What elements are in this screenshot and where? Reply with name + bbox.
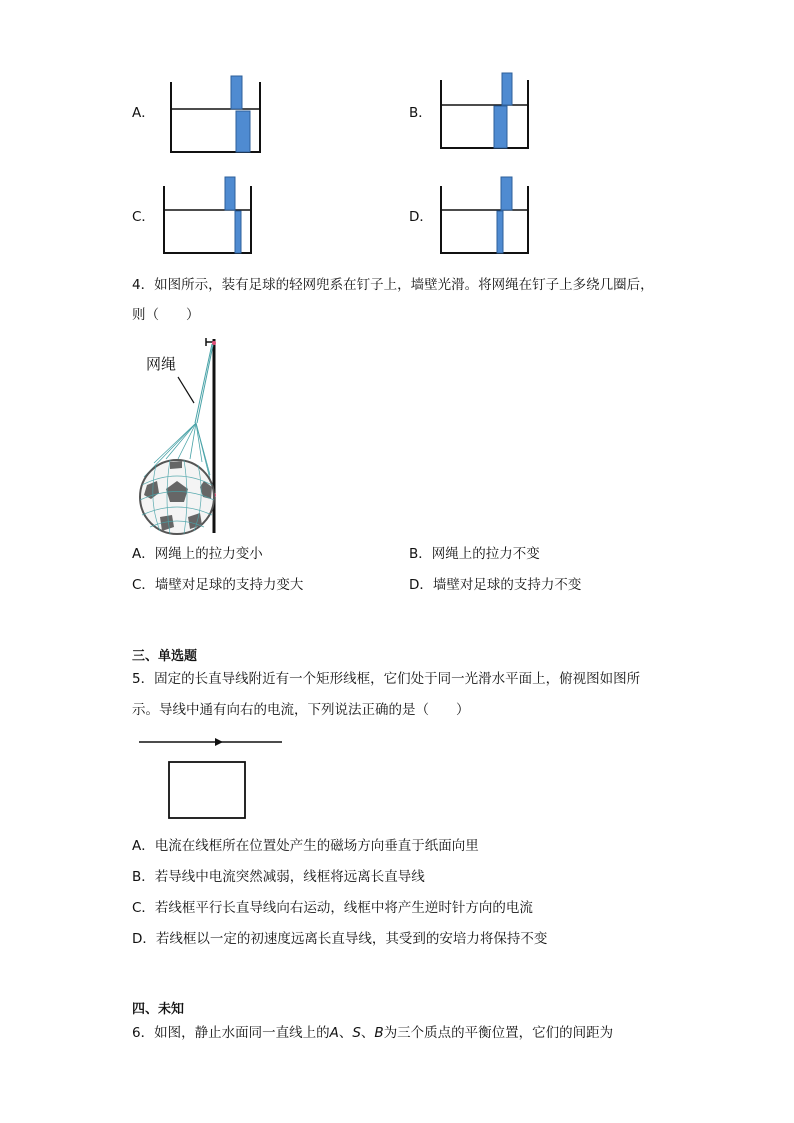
- q3-figure-b: [439, 72, 533, 152]
- q5-option-b: B．若导线中电流突然减弱，线框将远离长直导线: [132, 869, 425, 885]
- q6-point-a: A: [329, 1025, 339, 1041]
- q6-stem: [132, 1024, 613, 1042]
- q3-figure-d: [439, 176, 533, 256]
- section-heading-unknown: 四、未知: [132, 1002, 185, 1017]
- q3-option-d-label: D．: [409, 209, 433, 225]
- q4-option-a: A．网绳上的拉力变小: [132, 546, 263, 562]
- q4-stem-line1: 4．如图所示，装有足球的轻网兜系在钉子上，墙壁光滑。将网绳在钉子上多绕几圈后，: [132, 277, 654, 293]
- q4-football-net-figure: [130, 335, 230, 540]
- q3-option-b-label: B．: [409, 105, 432, 121]
- q4-figure-label-net-rope: 网绳: [146, 355, 177, 373]
- q6-point-b: B: [374, 1025, 384, 1041]
- q3-option-c-label: C．: [132, 209, 155, 225]
- q5-wire-and-frame-figure: [138, 734, 288, 824]
- section-heading-single-choice: 三、单选题: [132, 649, 198, 664]
- q3-option-a-label: A．: [132, 105, 155, 121]
- q5-option-c: C．若线框平行长直导线向右运动，线框中将产生逆时针方向的电流: [132, 900, 533, 916]
- q6-point-s: S: [352, 1025, 361, 1041]
- q6-stem-suffix: 为三个质点的平衡位置，它们的间距为: [383, 1025, 614, 1041]
- q5-stem-line1: 5．固定的长直导线附近有一个矩形线框，它们处于同一光滑水平面上，俯视图如图所: [132, 671, 641, 687]
- q3-figure-c: [162, 176, 256, 256]
- q5-option-a: A．电流在线框所在位置处产生的磁场方向垂直于纸面向里: [132, 838, 479, 854]
- q4-option-d: D．墙壁对足球的支持力不变: [409, 577, 582, 593]
- q4-option-b: B．网绳上的拉力不变: [409, 546, 540, 562]
- q5-stem-line2: 示。导线中通有向右的电流，下列说法正确的是（ ）: [132, 702, 470, 718]
- q6-separator-2: 、: [360, 1025, 375, 1041]
- q5-option-d: D．若线框以一定的初速度远离长直导线，其受到的安培力将保持不变: [132, 931, 548, 947]
- q4-option-c: C．墙壁对足球的支持力变大: [132, 577, 304, 593]
- q4-stem-line2: 则（ ）: [132, 307, 200, 323]
- q3-figure-a: [168, 74, 264, 156]
- q6-separator-1: 、: [338, 1025, 353, 1041]
- q6-stem-prefix: 6．如图，静止水面同一直线上的: [132, 1025, 330, 1041]
